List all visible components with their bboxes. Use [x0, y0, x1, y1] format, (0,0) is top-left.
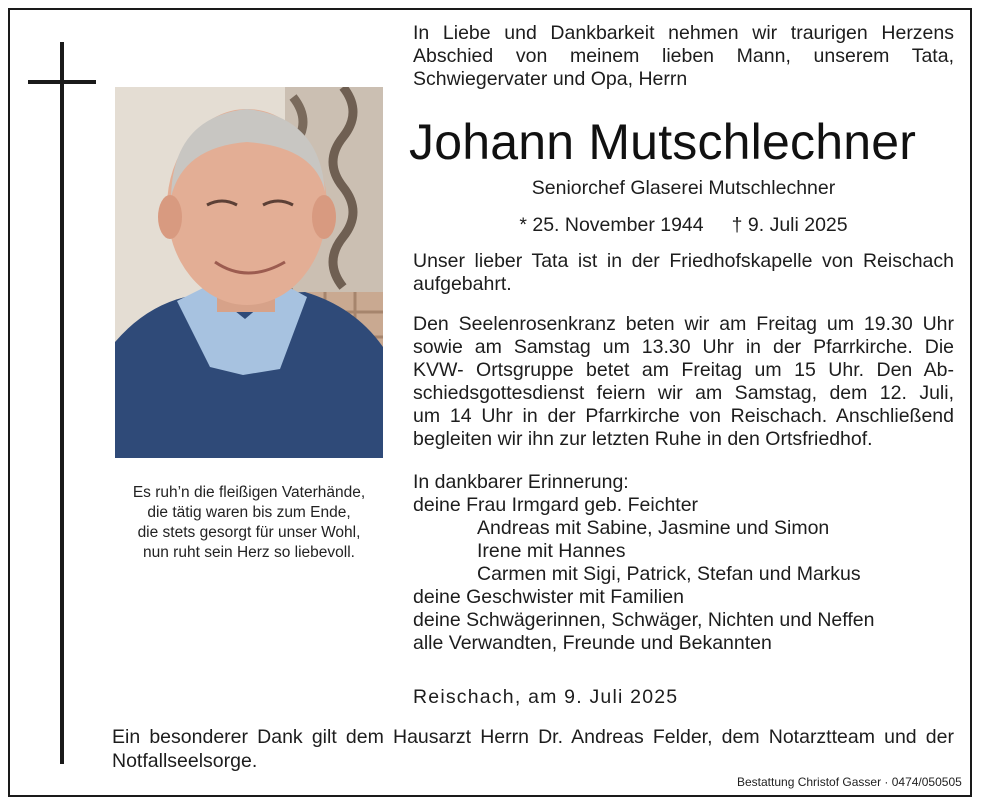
- paragraph-line: KVW- Ortsgruppe betet am Freitag um 15 Uhr. Den Ab-: [413, 359, 954, 381]
- paragraph-line: aufgebahrt.: [413, 273, 512, 295]
- thanks-note: [112, 725, 954, 773]
- service-paragraph: [413, 313, 954, 451]
- mourner-group: deine Geschwister mit Familien: [413, 586, 684, 608]
- memorial-verse: [95, 483, 403, 563]
- verse-line: die tätig waren bis zum Ende,: [147, 504, 351, 521]
- deceased-name: Johann Mutschlechner: [409, 114, 917, 170]
- mourners-list: [413, 471, 954, 655]
- thanks-line: Ein besonderer Dank gilt dem Hausarzt Herrn Dr. Andreas Felder, dem Notarztteam und der: [112, 726, 954, 748]
- death-date: † 9. Juli 2025: [731, 214, 848, 236]
- place-date: Reischach, am 9. Juli 2025: [413, 686, 679, 708]
- cross-icon: [60, 42, 64, 764]
- birth-date: * 25. November 1944: [519, 214, 704, 236]
- verse-line: Es ruh’n die fleißigen Vaterhände,: [132, 484, 366, 501]
- mourner-group: alle Verwandten, Freunde und Bekannten: [413, 632, 772, 654]
- thanks-line: Notfallseelsorge.: [112, 750, 258, 772]
- verse-line: die stets gesorgt für unser Wohl,: [137, 524, 361, 541]
- portrait-photo: [115, 87, 383, 458]
- intro-text: [413, 22, 954, 91]
- intro-line: Schwiegervater und Opa, Herrn: [413, 68, 688, 90]
- undertaker-credit: Bestattung Christof Gasser · 0474/050505: [737, 775, 962, 789]
- mourners-heading: In dankbarer Erinnerung:: [413, 471, 629, 493]
- mourner-wife: deine Frau Irmgard geb. Feichter: [413, 494, 699, 516]
- paragraph-line: Den Seelenrosenkranz beten wir am Freitag um 19.30 Uhr: [413, 313, 954, 335]
- viewing-paragraph: [413, 250, 954, 296]
- cross-icon-bar: [28, 80, 96, 84]
- life-dates: [413, 213, 954, 237]
- paragraph-line: begleiten wir ihn zur letzten Ruhe in den Ortsfriedhof.: [413, 428, 873, 450]
- paragraph-line: schiedsgottesdienst feiern wir am Samstag, dem 12. Juli,: [413, 382, 954, 404]
- deceased-title: Seniorchef Glaserei Mutschlechner: [531, 177, 836, 199]
- mourner-child: Andreas mit Sabine, Jasmine und Simon: [477, 517, 830, 539]
- mourner-child: Irene mit Hannes: [477, 540, 626, 562]
- paragraph-line: um 14 Uhr in der Pfarrkirche von Reischach. Anschließend: [413, 405, 954, 427]
- mourner-child: Carmen mit Sigi, Patrick, Stefan und Markus: [477, 563, 861, 585]
- mourner-group: deine Schwägerinnen, Schwäger, Nichten und Neffen: [413, 609, 875, 631]
- intro-line: Abschied von meinem lieben Mann, unserem Tata,: [413, 45, 954, 67]
- paragraph-line: sowie am Samstag um 13.30 Uhr in der Pfarrkirche. Die: [413, 336, 954, 358]
- paragraph-line: Unser lieber Tata ist in der Friedhofskapelle von Reischach: [413, 250, 954, 272]
- intro-line: In Liebe und Dankbarkeit nehmen wir traurigen Herzens: [413, 22, 954, 44]
- verse-line: nun ruht sein Herz so liebevoll.: [143, 544, 355, 561]
